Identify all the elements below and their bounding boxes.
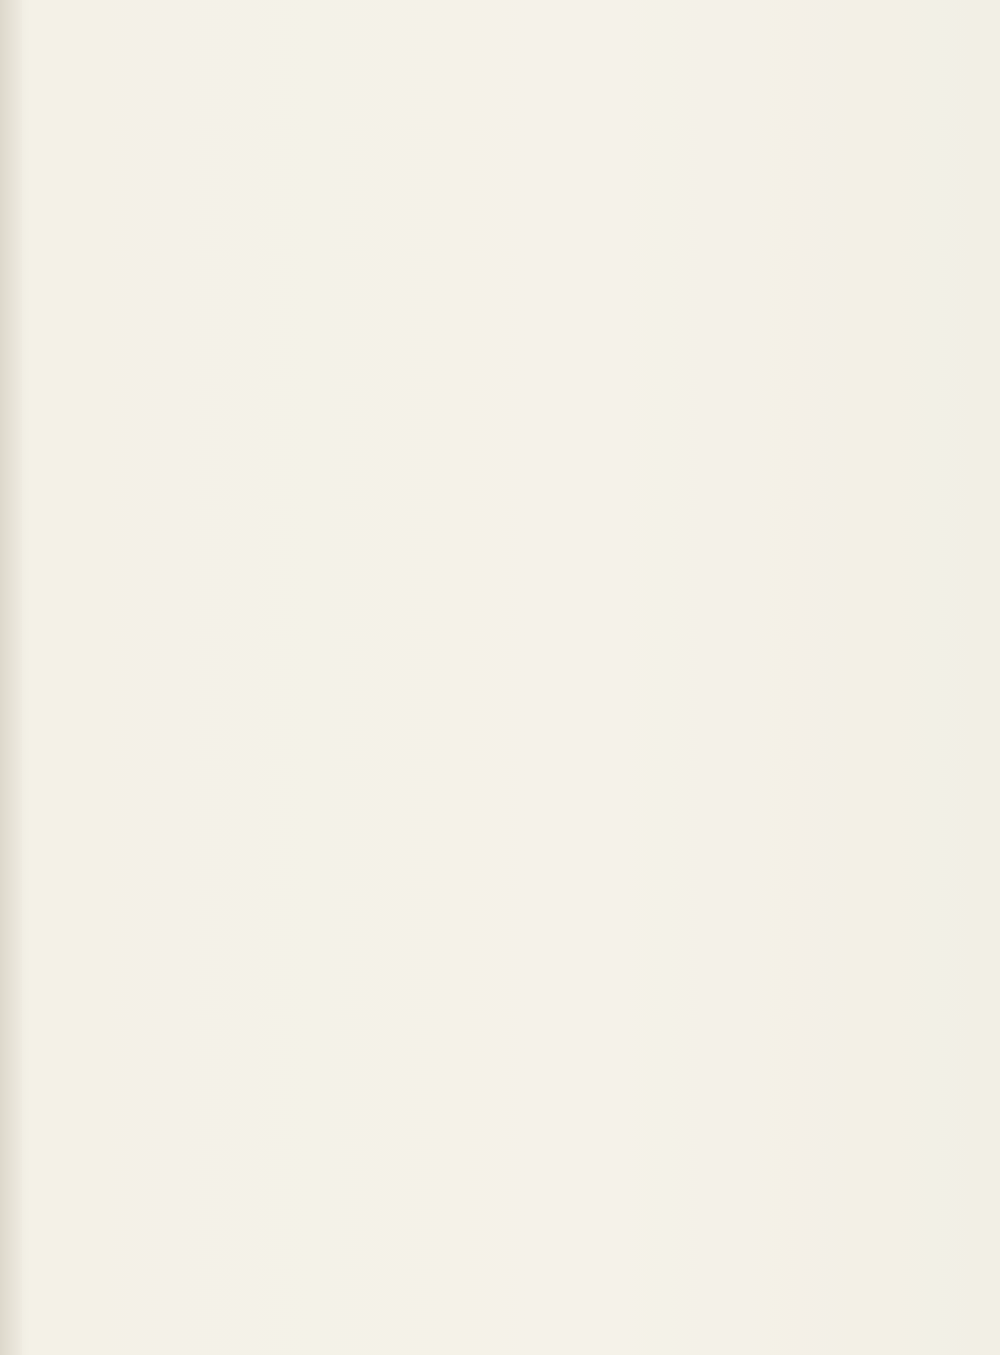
page-spine-shadow <box>0 0 22 1355</box>
